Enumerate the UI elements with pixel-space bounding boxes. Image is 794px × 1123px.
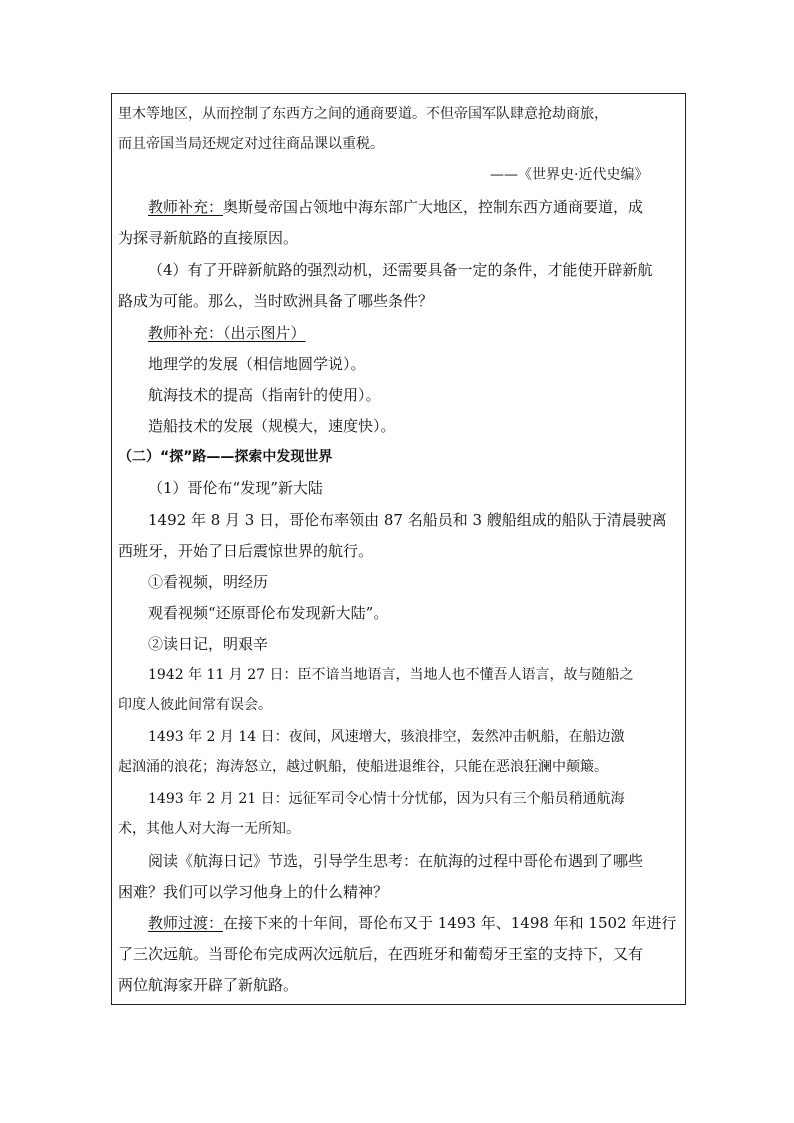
teacher-supplement-2-label: 教师补充：（出示图片） bbox=[148, 324, 306, 342]
teacher-supplement-1 bbox=[148, 197, 643, 217]
step-watch-video: ①看视频，明经历 bbox=[148, 573, 269, 591]
diary-entry-3: 1493 年 2 月 21 日：远征军司令心情十分忧郁，因为只有三个船员稍通航海 bbox=[148, 791, 625, 807]
diary-entry-1-cont: 印度人彼此间常有误会。 bbox=[118, 697, 272, 713]
video-instruction: 观看视频“还原哥伦布发现新大陆”。 bbox=[148, 604, 389, 622]
subsection-columbus: （1）哥伦布“发现”新大陆 bbox=[148, 479, 323, 497]
question-4-cont: 路成为可能。那么，当时欧洲具备了哪些条件？ bbox=[118, 292, 434, 310]
reading-prompt-cont: 困难？我们可以学习他身上的什么精神？ bbox=[118, 883, 389, 901]
teacher-transition-cont-1: 了三次远航。当哥伦布完成两次远航后，在西班牙和葡萄牙王室的支持下，又有 bbox=[118, 945, 644, 963]
quote-line-2: 而且帝国当局还规定对过往商品课以重税。 bbox=[118, 136, 384, 152]
condition-shipbuilding: 造船技术的发展（规模大，速度快）。 bbox=[148, 417, 396, 435]
diary-entry-3-cont: 术，其他人对大海一无所知。 bbox=[118, 821, 300, 837]
quote-source: ——《世界史·近代史编》 bbox=[490, 167, 649, 183]
teacher-transition-text: 在接下来的十年间，哥伦布又于 1493 年、1498 年和 1502 年进行 bbox=[223, 914, 677, 932]
teacher-supplement-1-cont: 为探寻新航路的直接原因。 bbox=[118, 229, 299, 247]
teacher-supplement-text: 奥斯曼帝国占领地中海东部广大地区，控制东西方通商要道，成 bbox=[223, 198, 644, 216]
question-4: （4）有了开辟新航路的强烈动机，还需要具备一定的条件，才能使开辟新航 bbox=[148, 261, 653, 279]
teacher-transition-cont-2: 两位航海家开辟了新航路。 bbox=[118, 976, 299, 994]
voyage-intro-cont: 西班牙，开始了日后震惊世界的航行。 bbox=[118, 542, 374, 560]
quote-line-1: 里木等地区，从而控制了东西方之间的通商要道。不但帝国军队肆意抢劫商旅， bbox=[118, 106, 608, 122]
teacher-transition bbox=[148, 913, 676, 933]
reading-prompt: 阅读《航海日记》节选，引导学生思考：在航海的过程中哥伦布遇到了哪些 bbox=[148, 852, 644, 870]
voyage-intro: 1492 年 8 月 3 日，哥伦布率领由 87 名船员和 3 艘船组成的船队于清晨驶离 bbox=[148, 511, 667, 529]
diary-entry-2-cont: 起汹涌的浪花；海涛怒立，越过帆船，使船进退维谷，只能在恶浪狂澜中颠簸。 bbox=[118, 759, 608, 775]
diary-entry-1: 1942 年 11 月 27 日：臣不谙当地语言，当地人也不懂吾人语言，故与随船之 bbox=[148, 667, 634, 683]
step-read-diary: ②读日记，明艰辛 bbox=[148, 635, 269, 653]
condition-geography: 地理学的发展（相信地圆学说）。 bbox=[148, 355, 366, 373]
teacher-supplement-label: 教师补充： bbox=[148, 198, 224, 216]
condition-navigation: 航海技术的提高（指南针的使用）。 bbox=[148, 386, 381, 404]
section-heading: （二）“探”路——探索中发现世界 bbox=[118, 449, 333, 465]
teacher-supplement-2 bbox=[148, 323, 306, 343]
diary-entry-2: 1493 年 2 月 14 日：夜间，风速增大，骇浪排空，轰然冲击帆船，在船边激 bbox=[148, 729, 625, 745]
teacher-transition-label: 教师过渡： bbox=[148, 914, 224, 932]
